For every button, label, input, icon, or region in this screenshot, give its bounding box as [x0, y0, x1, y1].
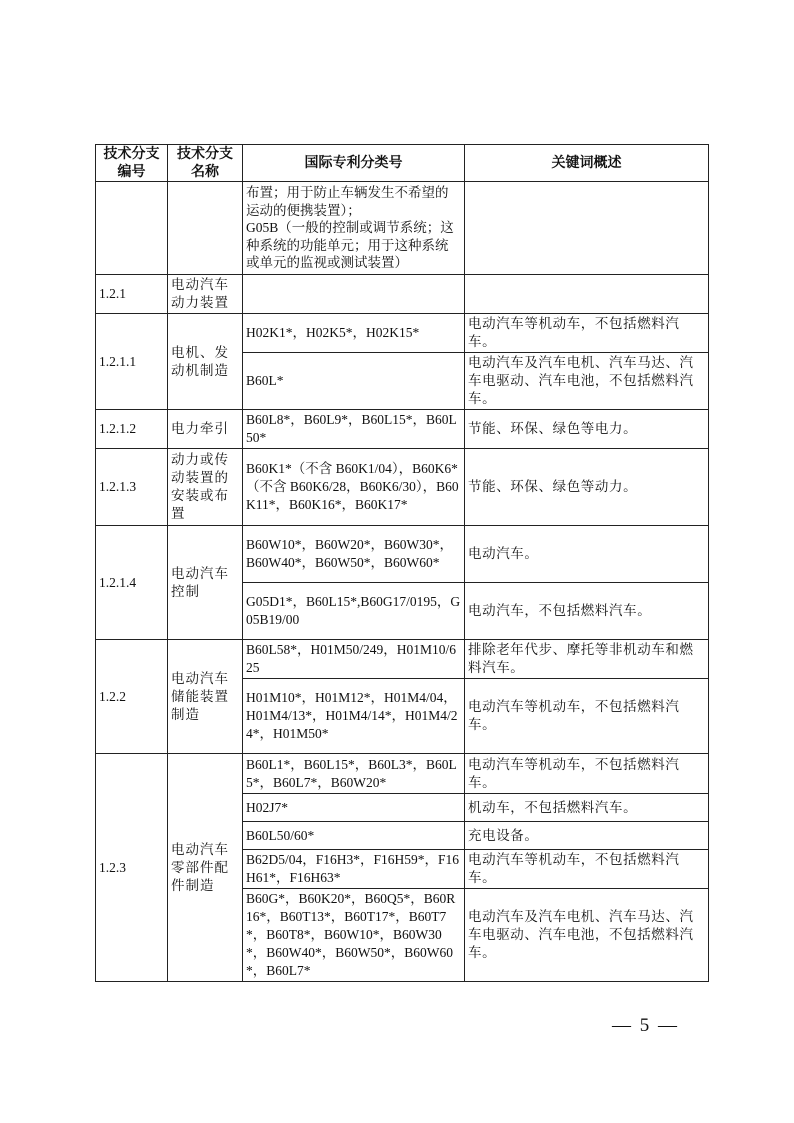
ipc-cell: B60G*，B60K20*，B60Q5*，B60R16*，B60T13*，B60T17*，B60T7*，B60T8*，B60W10*，B60W30*，B60W40*，B60W50*，B60W60*，B60L7*	[243, 889, 465, 982]
keyword-cell: 节能、环保、绿色等动力。	[465, 449, 709, 526]
ipc-cell: B60L1*，B60L15*，B60L3*，B60L5*，B60L7*，B60W20*	[243, 754, 465, 794]
keyword-cell: 电动汽车等机动车，不包括燃料汽车。	[465, 850, 709, 889]
branch-name-cell: 电动汽车动力装置	[168, 275, 243, 314]
header-branch-code: 技术分支 编号	[96, 145, 168, 182]
branch-name-cell: 电机、发动机制造	[168, 314, 243, 410]
keyword-cell: 电动汽车等机动车，不包括燃料汽车。	[465, 679, 709, 754]
table-row	[96, 182, 709, 275]
table-header-row	[96, 145, 709, 182]
ipc-cell: B60W10*，B60W20*，B60W30*，B60W40*，B60W50*，B60W60*	[243, 526, 465, 583]
header-branch-name: 技术分支 名称	[168, 145, 243, 182]
ipc-cell: B60L50/60*	[243, 822, 465, 850]
header-ipc: 国际专利分类号	[243, 145, 465, 182]
keyword-cell: 排除老年代步、摩托等非机动车和燃料汽车。	[465, 640, 709, 679]
ipc-cell	[243, 275, 465, 314]
branch-code-cell: 1.2.1.1	[96, 314, 168, 410]
ipc-cell: B60L*	[243, 353, 465, 410]
ipc-cell: B60L58*，H01M50/249，H01M10/625	[243, 640, 465, 679]
keyword-cell: 电动汽车等机动车，不包括燃料汽车。	[465, 314, 709, 353]
branch-code-cell: 1.2.1.3	[96, 449, 168, 526]
ipc-cell: H01M10*，H01M12*，H01M4/04，H01M4/13*，H01M4/14*，H01M4/24*，H01M50*	[243, 679, 465, 754]
table-row	[96, 410, 709, 449]
ipc-cell: B62D5/04，F16H3*，F16H59*，F16H61*，F16H63*	[243, 850, 465, 889]
branch-code-cell: 1.2.1.2	[96, 410, 168, 449]
keyword-cell: 机动车，不包括燃料汽车。	[465, 794, 709, 822]
table-row	[96, 526, 709, 583]
keyword-cell: 节能、环保、绿色等电力。	[465, 410, 709, 449]
table-row	[96, 640, 709, 679]
continuation-ipc-cell: 布置；用于防止车辆发生不希望的运动的便携装置）； G05B（一般的控制或调节系统；这种系统的功能单元；用于这种系统或单元的监视或测试装置）	[243, 182, 465, 275]
keyword-cell	[465, 275, 709, 314]
branch-code-cell: 1.2.1	[96, 275, 168, 314]
page-number: — 5 —	[612, 1015, 679, 1036]
ipc-cell: H02K1*，H02K5*，H02K15*	[243, 314, 465, 353]
table-row	[96, 449, 709, 526]
branch-name-cell: 电动汽车零部件配件制造	[168, 754, 243, 982]
branch-name-cell: 动力或传动装置的安装或布置	[168, 449, 243, 526]
keyword-cell: 充电设备。	[465, 822, 709, 850]
header-keywords: 关键词概述	[465, 145, 709, 182]
branch-name-cell: 电力牵引	[168, 410, 243, 449]
table-row	[96, 754, 709, 794]
keyword-cell: 电动汽车及汽车电机、汽车马达、汽车电驱动、汽车电池，不包括燃料汽车。	[465, 889, 709, 982]
table-row	[96, 314, 709, 353]
ipc-cell: G05D1*，B60L15*,B60G17/0195，G05B19/00	[243, 583, 465, 640]
keyword-cell: 电动汽车，不包括燃料汽车。	[465, 583, 709, 640]
branch-code-cell: 1.2.2	[96, 640, 168, 754]
branch-code-cell: 1.2.1.4	[96, 526, 168, 640]
branch-code-cell: 1.2.3	[96, 754, 168, 982]
keyword-cell: 电动汽车等机动车，不包括燃料汽车。	[465, 754, 709, 794]
table-row	[96, 275, 709, 314]
branch-name-cell: 电动汽车储能装置制造	[168, 640, 243, 754]
keyword-cell: 电动汽车。	[465, 526, 709, 583]
ipc-cell: B60K1*（不含 B60K1/04），B60K6*（不含 B60K6/28，B60K6/30），B60K11*，B60K16*，B60K17*	[243, 449, 465, 526]
branch-name-cell: 电动汽车控制	[168, 526, 243, 640]
patent-classification-table	[95, 144, 709, 982]
ipc-cell: B60L8*，B60L9*，B60L15*，B60L50*	[243, 410, 465, 449]
ipc-cell: H02J7*	[243, 794, 465, 822]
keyword-cell: 电动汽车及汽车电机、汽车马达、汽车电驱动、汽车电池，不包括燃料汽车。	[465, 353, 709, 410]
